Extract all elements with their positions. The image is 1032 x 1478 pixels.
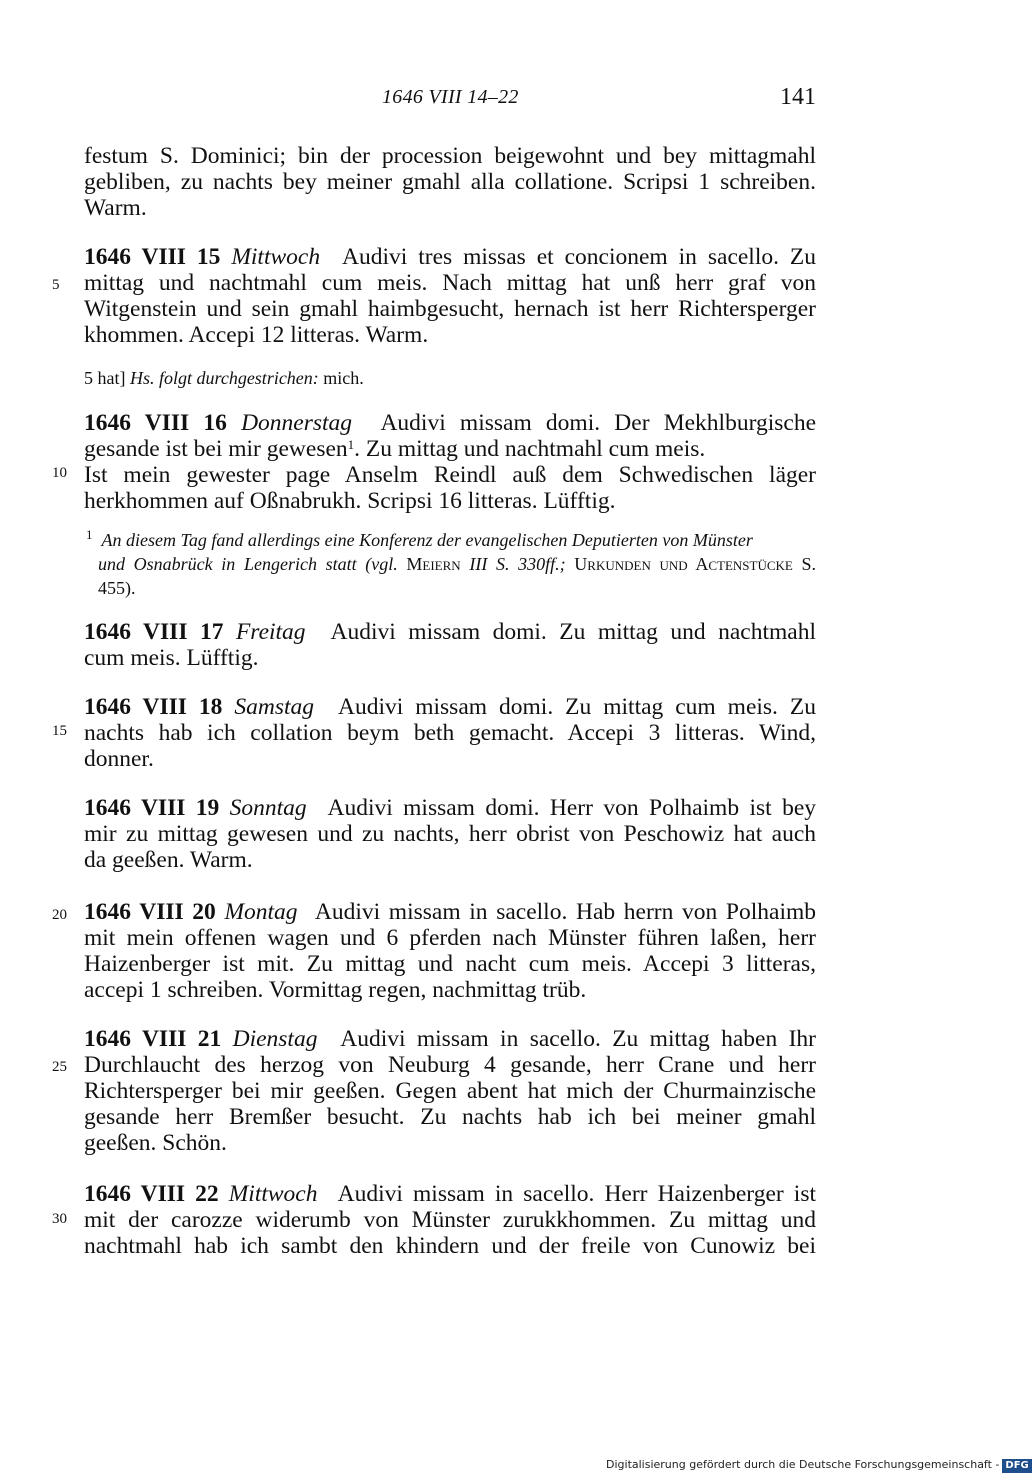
text-line: khommen. Accepi 12 litteras. Warm. (84, 322, 429, 348)
entry-text: Audivi missam domi. Herr von Polhaimb ist bey (327, 795, 816, 821)
text-line (84, 794, 816, 822)
entry-date: 1646 VIII 17 (84, 619, 224, 645)
entry-text: Audivi missam domi. Zu mittag cum meis. Zu (337, 694, 817, 720)
text-line (84, 243, 816, 271)
dfg-logo: DFG (1002, 1459, 1031, 1473)
text-line (84, 618, 816, 646)
text-line (84, 693, 816, 721)
text-line: Witgenstein und sein gmahl haimbgesucht, hernach ist herr Richtersperger (84, 296, 816, 322)
entry-text: Audivi missam domi. Der Mekhlburgische (380, 410, 817, 436)
text-line: Durchlaucht des herzog von Neuburg 4 gesande, herr Crane und herr (84, 1052, 816, 1078)
line-number: 15 (52, 723, 67, 739)
entry-text: Audivi missam domi. Zu mittag und nachtmahl (330, 619, 816, 645)
entry-weekday: Sonntag (229, 795, 307, 821)
line-number: 30 (52, 1211, 67, 1227)
credit-text: Digitalisierung gefördert durch die Deutsche Forschungsgemeinschaft - (606, 1458, 1000, 1471)
line-number: 25 (52, 1059, 67, 1075)
footnote-citation: Urkunden und Actenstücke (574, 554, 793, 574)
text-line (84, 1025, 816, 1053)
footnote-text: An diesem Tag fand allerdings eine Konferenz der evangelischen Deputierten von Münster (101, 530, 753, 550)
footnote-line: 455). (98, 578, 136, 598)
text-line: mittag und nachtmahl cum meis. Nach mittag hat unß herr graf von (84, 270, 816, 296)
text-line: gesande herr Bremßer besucht. Zu nachts hab ich bei meiner gmahl (84, 1104, 816, 1130)
entry-text: Audivi missam in sacello. Hab herrn von Polhaimb (314, 899, 817, 925)
text-line: mir zu mittag gewesen und zu nachts, herr obrist von Peschowiz hat auch (84, 821, 816, 847)
text-line (84, 409, 816, 437)
text-line: Haizenberger ist mit. Zu mittag und nacht cum meis. Accepi 3 litteras, (84, 951, 816, 977)
text-line (84, 898, 816, 926)
line-number: 10 (52, 465, 67, 481)
entry-date: 1646 VIII 22 (84, 1181, 219, 1207)
entry-text: Audivi missam in sacello. Zu mittag haben Ihr (340, 1026, 816, 1052)
text-line: festum S. Dominici; bin der procession beigewohnt und bey mittagmahl (84, 143, 816, 169)
apparatus-ref: 5 hat] (84, 368, 126, 388)
entry-date: 1646 VIII 21 (84, 1026, 222, 1052)
footnote-text: S. (801, 554, 817, 574)
entry-text: gesande ist bei mir gewesen (84, 436, 348, 462)
footnote-text: III S. 330ff.; (469, 554, 566, 574)
apparatus-text: mich. (323, 368, 364, 388)
page-number: 141 (780, 84, 816, 110)
text-line: cum meis. Lüfftig. (84, 645, 259, 671)
entry-text: Audivi tres missas et concionem in sacello. Zu (342, 244, 817, 270)
apparatus-comment: Hs. folgt durchgestrichen: (129, 368, 319, 388)
text-line: Ist mein gewester page Anselm Reindl auß dem Schwedischen läger (84, 462, 816, 488)
text-line: donner. (84, 746, 154, 772)
entry-weekday: Mittwoch (228, 1181, 318, 1207)
text-line: nachts hab ich collation beym beth gemacht. Accepi 3 litteras. Wind, (84, 720, 816, 746)
footnote-line (86, 528, 816, 552)
text-line: mit der carozze widerumb von Münster zurukkhommen. Zu mittag und (84, 1207, 816, 1233)
text-line: nachtmahl hab ich sambt den khindern und der freile von Cunowiz bei (84, 1233, 816, 1259)
text-line: da geeßen. Warm. (84, 847, 253, 873)
text-line (84, 435, 816, 463)
text-line: accepi 1 schreiben. Vormittag regen, nachmittag trüb. (84, 977, 587, 1003)
entry-date: 1646 VIII 15 (84, 244, 221, 270)
text-line: mit mein offenen wagen und 6 pferden nach Münster führen laßen, herr (84, 925, 816, 951)
footnote-text: und Osnabrück in Lengerich statt (vgl. (98, 554, 398, 574)
footnote-line (98, 552, 816, 576)
running-head-title: 1646 VIII 14–22 (382, 86, 519, 108)
text-line (84, 1180, 816, 1208)
entry-date: 1646 VIII 19 (84, 795, 220, 821)
entry-weekday: Mittwoch (231, 244, 321, 270)
text-line: gebliben, zu nachts bey meiner gmahl alla collatione. Scripsi 1 schreiben. (84, 169, 816, 195)
footnote-number: 1 (86, 527, 93, 542)
text-line: herkhommen auf Oßnabrukh. Scripsi 16 litteras. Lüfftig. (84, 488, 616, 514)
entry-weekday: Freitag (235, 619, 306, 645)
line-number: 20 (52, 907, 67, 923)
text-line: Richtersperger bei mir geeßen. Gegen abent hat mich der Churmainzische (84, 1078, 816, 1104)
entry-weekday: Montag (224, 899, 298, 925)
entry-weekday: Dienstag (232, 1026, 318, 1052)
entry-text: . Zu mittag und nachtmahl cum meis. (354, 436, 706, 462)
entry-date: 1646 VIII 20 (84, 899, 216, 925)
entry-weekday: Donnerstag (241, 410, 353, 436)
entry-weekday: Samstag (234, 694, 315, 720)
text-line: Warm. (84, 195, 147, 221)
apparatus-note (84, 366, 816, 390)
entry-text: Audivi missam in sacello. Herr Haizenberger ist (337, 1181, 816, 1207)
footnote-citation: Meiern (406, 554, 461, 574)
line-number: 5 (52, 277, 60, 293)
entry-date: 1646 VIII 18 (84, 694, 223, 720)
text-line: geeßen. Schön. (84, 1130, 227, 1156)
footnote-marker: 1 (347, 437, 355, 452)
running-head (0, 84, 1000, 114)
entry-date: 1646 VIII 16 (84, 410, 227, 436)
digitization-credit (606, 1452, 1029, 1478)
